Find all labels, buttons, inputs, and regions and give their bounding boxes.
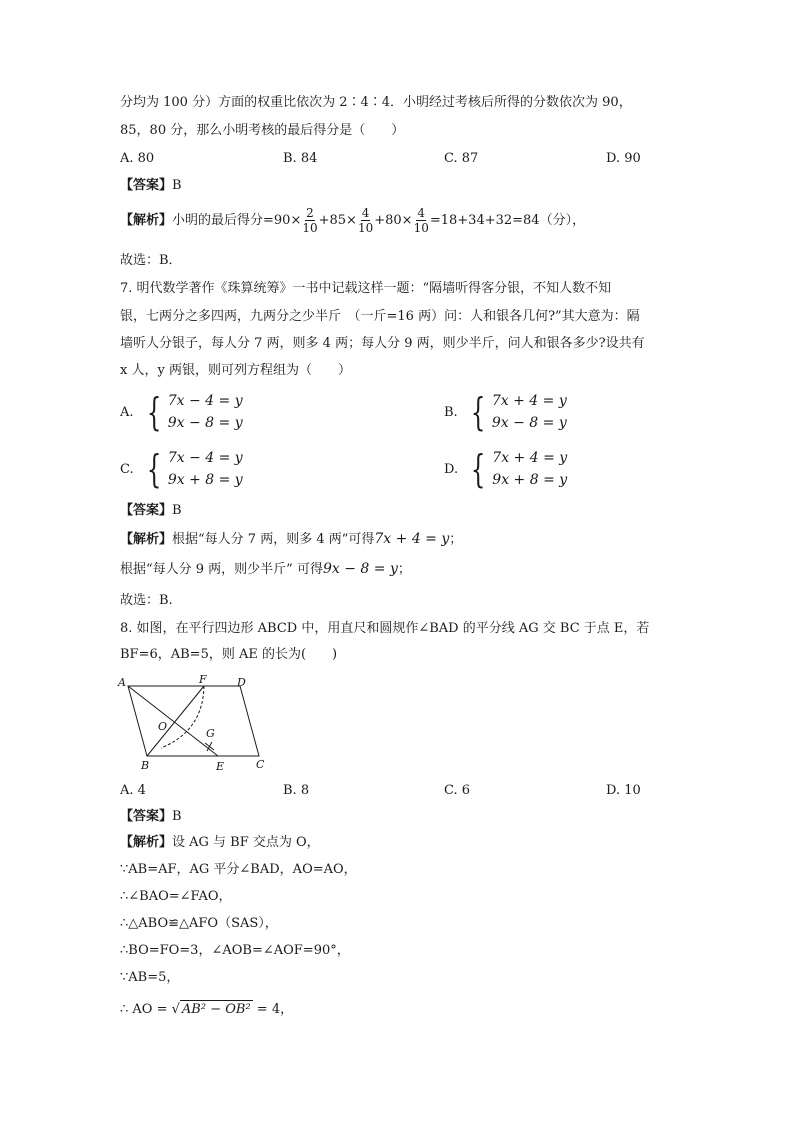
equation: 7x + 4 = y bbox=[492, 450, 568, 466]
denominator: 10 bbox=[357, 221, 374, 235]
q7-option-a bbox=[120, 390, 243, 434]
option-label: B. bbox=[444, 404, 458, 420]
q6-stem-line1: 分均为 100 分）方面的权重比依次为 2∶4∶4．小明经过考核后所得的分数依次为 90， bbox=[120, 95, 632, 110]
q8-option-c: C. 6 bbox=[444, 783, 471, 798]
q8-solution-3: ∴∠BAO=∠FAO， bbox=[120, 889, 232, 904]
solution-text: ∴ AO = bbox=[120, 1002, 168, 1017]
numerator: 4 bbox=[417, 206, 426, 220]
option-label: A. bbox=[120, 404, 134, 420]
q7-stem-line1: 7. 明代数学著作《珠算统筹》一书中记载这样一题：“隔墙听得客分银，不知人数不知 bbox=[120, 281, 612, 296]
fraction bbox=[358, 206, 373, 235]
punctuation: ； bbox=[397, 562, 411, 577]
equation: 9x + 8 = y bbox=[167, 472, 243, 488]
brace: { bbox=[470, 447, 486, 491]
q6-answer bbox=[120, 177, 182, 195]
answer-label: 【答案】 bbox=[120, 809, 173, 824]
option-label: D. bbox=[444, 461, 459, 477]
label-f: F bbox=[199, 673, 207, 686]
q8-solution-1 bbox=[120, 834, 320, 852]
analysis-label: 【解析】 bbox=[120, 532, 173, 547]
q6-conclusion: 故选：B． bbox=[120, 253, 182, 268]
label-d: D bbox=[237, 676, 246, 689]
q7-analysis1 bbox=[120, 530, 462, 549]
q8-stem-line2: BF=6，AB=5，则 AE 的长为( ) bbox=[120, 647, 338, 662]
q6-option-d: D. 90 bbox=[606, 151, 641, 166]
label-a: A bbox=[118, 676, 126, 689]
q7-answer bbox=[120, 502, 182, 520]
equation-system bbox=[492, 447, 567, 491]
label-g: G bbox=[206, 727, 215, 740]
label-o: O bbox=[158, 720, 168, 733]
q7-option-c bbox=[120, 447, 243, 491]
segment-bf bbox=[147, 686, 204, 756]
q7-analysis2 bbox=[120, 560, 411, 579]
analysis-text: +80× bbox=[374, 213, 413, 228]
answer-value: B bbox=[172, 178, 182, 193]
label-e: E bbox=[216, 760, 225, 773]
analysis-label: 【解析】 bbox=[120, 213, 173, 228]
denominator: 10 bbox=[413, 221, 429, 235]
analysis-text: 根据“每人分 9 两，则少半斤” 可得 bbox=[120, 562, 323, 577]
q6-analysis bbox=[120, 204, 585, 238]
analysis-text: +85× bbox=[318, 213, 357, 228]
segment-ae bbox=[128, 686, 218, 756]
q7-conclusion: 故选：B. bbox=[120, 593, 173, 608]
brace: { bbox=[146, 390, 161, 434]
q8-solution-7 bbox=[120, 1000, 293, 1019]
q6-stem-line2: 85，80 分，那么小明考核的最后得分是（ ） bbox=[120, 123, 405, 138]
analysis-label: 【解析】 bbox=[120, 835, 173, 850]
sqrt-sign: √ bbox=[171, 1002, 180, 1017]
parallelogram-figure bbox=[115, 673, 275, 773]
q6-option-b: B. 84 bbox=[283, 151, 318, 166]
equation: 9x + 8 = y bbox=[492, 472, 568, 488]
answer-value: B bbox=[172, 809, 182, 824]
equation-system bbox=[168, 447, 243, 491]
equation-system bbox=[492, 390, 567, 434]
q8-answer bbox=[120, 808, 182, 826]
parallelogram-abcd bbox=[128, 686, 259, 756]
solution-text: 设 AG 与 BF 交点为 O， bbox=[172, 835, 320, 850]
brace: { bbox=[470, 390, 486, 434]
q8-solution-5: ∴BO=FO=3，∠AOB=∠AOF=90°， bbox=[120, 943, 350, 958]
label-b: B bbox=[141, 759, 150, 772]
q8-option-b: B. 8 bbox=[283, 783, 310, 798]
equation: 9x − 8 = y bbox=[167, 415, 243, 431]
fraction bbox=[414, 206, 429, 235]
q7-option-d bbox=[444, 447, 567, 491]
q8-stem-line1: 8. 如图，在平行四边形 ABCD 中，用直尺和圆规作∠BAD 的平分线 AG 交 BC 于点 E，若 bbox=[120, 621, 650, 636]
solution-text: = 4， bbox=[256, 1002, 294, 1017]
sqrt-radicand: AB² − OB² bbox=[181, 1002, 251, 1017]
q8-option-a: A. 4 bbox=[120, 783, 146, 798]
label-c: C bbox=[256, 758, 265, 771]
q7-stem-line3: 墙听人分银子，每人分 7 两，则多 4 两；每人分 9 两，则少半斤，问人和银各多少?设共有 bbox=[120, 336, 645, 351]
answer-label: 【答案】 bbox=[120, 503, 173, 518]
equation-system bbox=[168, 390, 243, 434]
q8-solution-4: ∴△ABO≌△AFO（SAS）， bbox=[120, 916, 278, 931]
analysis-text: 小明的最后得分=90× bbox=[172, 213, 302, 228]
equation: 9x − 8 = y bbox=[322, 561, 398, 577]
q7-stem-line2: 银，七两分之多四两，九两分之少半斤 （一斤=16 两）问：人和银各几何?”其大意为：隔 bbox=[120, 309, 640, 324]
q8-solution-2: ∵AB=AF，AG 平分∠BAD，AO=AO， bbox=[120, 862, 357, 877]
numerator: 4 bbox=[361, 206, 370, 220]
equation: 9x − 8 = y bbox=[491, 415, 567, 431]
analysis-text: =18+34+32=84（分）， bbox=[429, 213, 586, 228]
option-label: C. bbox=[120, 461, 134, 477]
analysis-text: 根据“每人分 7 两，则多 4 两”可得 bbox=[172, 532, 375, 547]
q7-stem-line4: x 人，y 两银，则可列方程组为（ ） bbox=[120, 363, 351, 378]
q6-option-c: C. 87 bbox=[444, 151, 479, 166]
equation: 7x − 4 = y bbox=[167, 393, 243, 409]
equation: 7x + 4 = y bbox=[374, 531, 450, 547]
numerator: 2 bbox=[306, 206, 314, 220]
punctuation: ； bbox=[449, 532, 463, 547]
answer-label: 【答案】 bbox=[120, 178, 173, 193]
q8-option-d: D. 10 bbox=[606, 783, 641, 798]
fraction bbox=[302, 206, 317, 235]
denominator: 10 bbox=[302, 221, 318, 235]
equation: 7x − 4 = y bbox=[167, 450, 243, 466]
q8-solution-6: ∵AB=5， bbox=[120, 970, 180, 985]
answer-value: B bbox=[172, 503, 182, 518]
q6-option-a: A. 80 bbox=[120, 151, 155, 166]
q7-option-b bbox=[444, 390, 567, 434]
brace: { bbox=[146, 447, 161, 491]
equation: 7x + 4 = y bbox=[491, 393, 567, 409]
